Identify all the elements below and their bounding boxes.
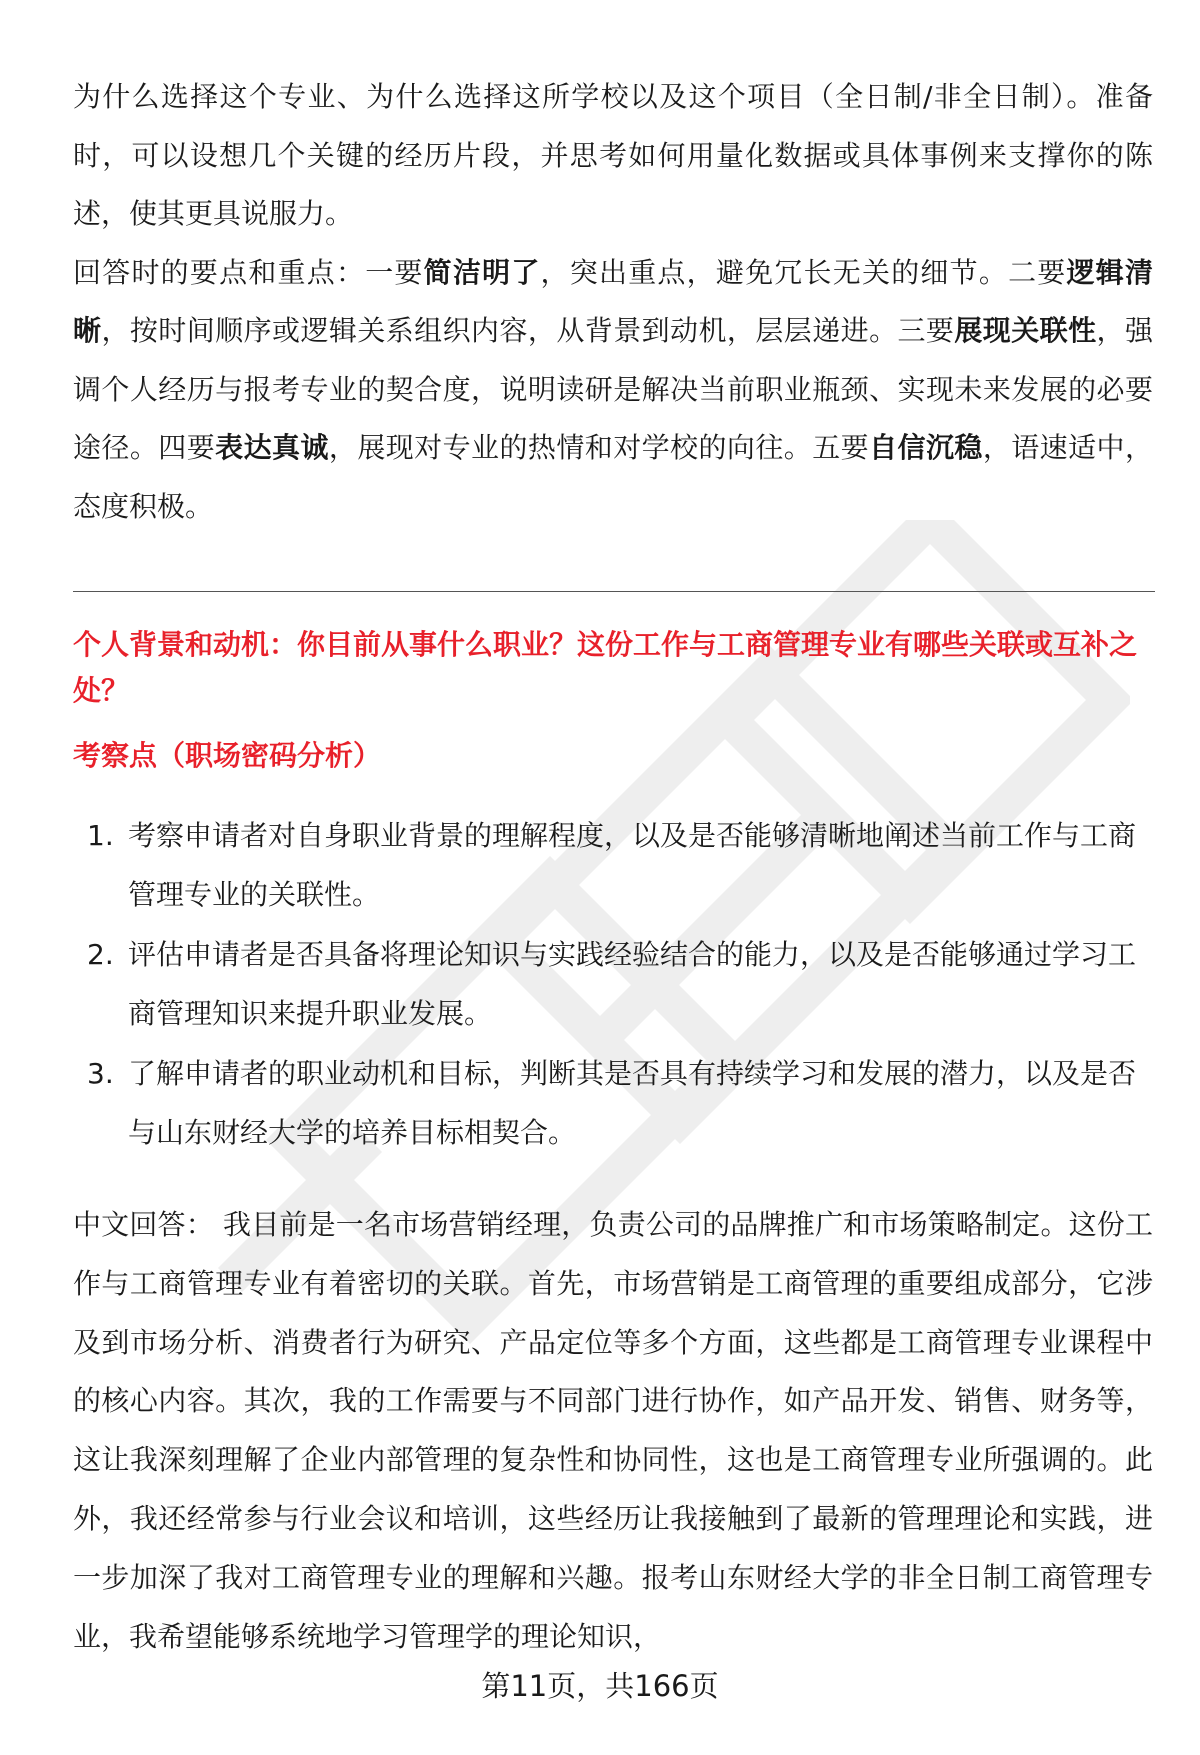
list-item (73, 1044, 1153, 1162)
list-item-text: 考察申请者对自身职业背景的理解程度，以及是否能够清晰地阐述当前工作与工商管理专业的关联性。 (128, 819, 1137, 911)
page-number-footer: 第11页，共166页 (481, 1669, 719, 1703)
list-item-number: 3. (87, 1057, 114, 1090)
p2-text-4: ，强调个人经历与报考专业的契合度，说明读研是解决当前职业瓶颈、实现未来发展的必要途径。四要 (73, 314, 1153, 464)
list-item-number: 1. (87, 819, 114, 852)
intro-paragraph-2 (73, 244, 1153, 537)
assessment-subheading: 考察点（职场密码分析） (73, 739, 382, 772)
list-item (73, 925, 1153, 1043)
p2-bold-4: 表达真诚 (215, 431, 329, 464)
intro-section (73, 68, 1153, 536)
p2-text-3: ，按时间顺序或逻辑关系组织内容，从背景到动机，层层递进。三要 (101, 314, 955, 347)
p2-bold-5: 自信沉稳 (869, 431, 983, 464)
list-item-number: 2. (87, 938, 114, 971)
section-divider (73, 591, 1155, 592)
p2-bold-1: 简洁明了 (423, 255, 541, 289)
p2-text-2: ，突出重点，避免冗长无关的细节。二要 (540, 255, 1067, 289)
assessment-points-list (73, 806, 1153, 1163)
intro-paragraph-1: 为什么选择这个专业、为什么选择这所学校以及这个项目（全日制/非全日制）。准备时，可以设想几个关键的经历片段，并思考如何用量化数据或具体事例来支撑你的陈述，使其更具说服力。 (73, 80, 1153, 230)
chinese-answer-paragraph: 中文回答： 我目前是一名市场营销经理，负责公司的品牌推广和市场策略制定。这份工作与工商管理专业有着密切的关联。首先，市场营销是工商管理的重要组成部分，它涉及到市场分析、消费者行为研究、产品定位等多个方面，这些都是工商管理专业课程中的核心内容。其次，我的工作需要与不同部门进行协作，如产品开发、销售、财务等，这让我深刻理解了企业内部管理的复杂性和协同性，这也是工商管理专业所强调的。此外，我还经常参与行业会议和培训，这些经历让我接触到了最新的管理理论和实践，进一步加深了我对工商管理专业的理解和兴趣。报考山东财经大学的非全日制工商管理专业，我希望能够系统地学习管理学的理论知识， (73, 1208, 1153, 1653)
list-item (73, 806, 1153, 924)
list-item-text: 评估申请者是否具备将理论知识与实践经验结合的能力，以及是否能够通过学习工商管理知识来提升职业发展。 (128, 938, 1137, 1030)
list-item-text: 了解申请者的职业动机和目标，判断其是否具有持续学习和发展的潜力，以及是否与山东财经大学的培养目标相契合。 (128, 1057, 1137, 1149)
p2-text-5: ，展现对专业的热情和对学校的向往。五要 (328, 431, 870, 464)
p2-bold-2: 逻辑清晰 (73, 255, 1153, 347)
p2-text-1: 回答时的要点和重点：一要 (73, 255, 424, 289)
p2-text-6: ，语速适中，态度积极。 (73, 431, 1153, 523)
question-heading: 个人背景和动机：你目前从事什么职业？这份工作与工商管理专业有哪些关联或互补之处？ (73, 628, 1138, 707)
p2-bold-3: 展现关联性 (954, 314, 1097, 347)
